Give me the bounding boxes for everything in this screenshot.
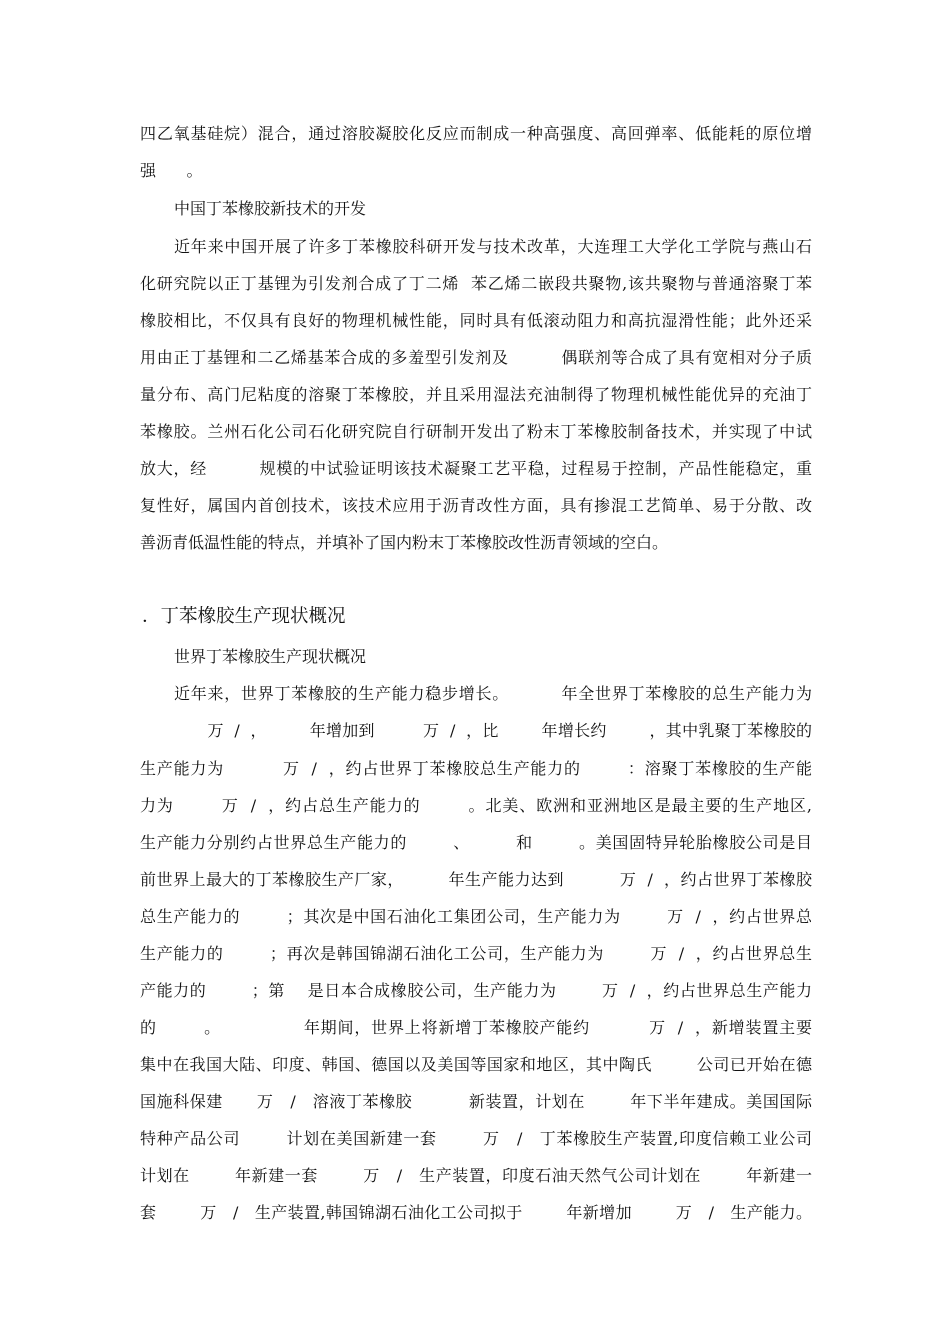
world-paragraph-line: 集中在我国大陆、印度、韩国、德国以及美国等国家和地区，其中陶氏 公司已开始在德 xyxy=(140,1055,812,1074)
intro-line: 强 。 xyxy=(140,161,203,180)
world-paragraph-line: 计划在 年新建一套 万 / 生产装置，印度石油天然气公司计划在 年新建一 xyxy=(140,1166,812,1185)
world-paragraph-line: 的 。 年期间，世界上将新增丁苯橡胶产能约 万 / ，新增装置主要 xyxy=(140,1018,812,1037)
chapter-title: ．丁苯橡胶生产现状概况 xyxy=(142,606,346,627)
china-paragraph-line: 橡胶相比，不仅具有良好的物理机械性能，同时具有低滚动阻力和高抗湿滑性能；此外还采 xyxy=(140,311,812,330)
world-paragraph-line: 万 / ， 年增加到 万 / ，比 年增长约 ，其中乳聚丁苯橡胶的 xyxy=(186,721,812,740)
world-paragraph-line: 近年来，世界丁苯橡胶的生产能力稳步增长。 年全世界丁苯橡胶的总生产能力为 xyxy=(174,684,812,703)
world-paragraph-line: 产能力的 ；第 是日本合成橡胶公司，生产能力为 万 / ，约占世界总生产能力 xyxy=(140,981,812,1000)
world-paragraph-line: 总生产能力的 ；其次是中国石油化工集团公司，生产能力为 万 / ，约占世界总 xyxy=(140,907,812,926)
world-paragraph-line: 生产能力分别约占世界总生产能力的 、 和 。美国固特异轮胎橡胶公司是目 xyxy=(140,833,812,852)
world-paragraph-line: 生产能力的 ；再次是韩国锦湖石油化工公司，生产能力为 万 / ，约占世界总生 xyxy=(140,944,812,963)
china-paragraph-line: 用由正丁基锂和二乙烯基苯合成的多羞型引发剂及 偶联剂等合成了具有宽相对分子质 xyxy=(140,348,812,367)
world-paragraph-line: 前世界上最大的丁苯橡胶生产厂家， 年生产能力达到 万 / ，约占世界丁苯橡胶 xyxy=(140,870,812,889)
section-title-china: 中国丁苯橡胶新技术的开发 xyxy=(174,199,367,218)
china-paragraph-line: 复性好，属国内首创技术，该技术应用于沥青改性方面，具有掺混工艺简单、易于分散、改 xyxy=(140,496,812,515)
world-paragraph-line: 套 万 / 生产装置,韩国锦湖石油化工公司拟于 年新增加 万 / 生产能力。 xyxy=(140,1203,812,1222)
china-paragraph-line: 近年来中国开展了许多丁苯橡胶科研开发与技术改革，大连理工大学化工学院与燕山石 xyxy=(174,237,812,256)
china-paragraph-line: 量分布、高门尼粘度的溶聚丁苯橡胶，并且采用湿法充油制得了物理机械性能优异的充油丁 xyxy=(140,385,812,404)
world-paragraph-line: 力为 万 / ，约占总生产能力的 。北美、欧洲和亚洲地区是最主要的生产地区, xyxy=(140,796,812,815)
world-paragraph-line: 国施科保建 万 / 溶液丁苯橡胶 新装置，计划在 年下半年建成。美国国际 xyxy=(140,1092,812,1111)
intro-line: 四乙氧基硅烷）混合，通过溶胶凝胶化反应而制成一种高强度、高回弹率、低能耗的原位增 xyxy=(140,124,812,143)
china-paragraph-line: 化研究院以正丁基锂为引发剂合成了丁二烯 苯乙烯二嵌段共聚物,该共聚物与普通溶聚丁苯 xyxy=(140,274,812,293)
world-paragraph-line: 特种产品公司 计划在美国新建一套 万 / 丁苯橡胶生产装置,印度信赖工业公司 xyxy=(140,1129,812,1148)
world-paragraph-line: 生产能力为 万 / ，约占世界丁苯橡胶总生产能力的 ：溶聚丁苯橡胶的生产能 xyxy=(140,759,812,778)
china-paragraph-line: 放大，经 规模的中试验证明该技术凝聚工艺平稳，过程易于控制，产品性能稳定，重 xyxy=(140,459,812,478)
china-paragraph-line: 苯橡胶。兰州石化公司石化研究院自行研制开发出了粉末丁苯橡胶制备技术，并实现了中试 xyxy=(140,422,812,441)
china-paragraph-line: 善沥青低温性能的特点，并填补了国内粉末丁苯橡胶改性沥青领域的空白。 xyxy=(140,533,669,552)
section-title-world: 世界丁苯橡胶生产现状概况 xyxy=(174,647,367,666)
